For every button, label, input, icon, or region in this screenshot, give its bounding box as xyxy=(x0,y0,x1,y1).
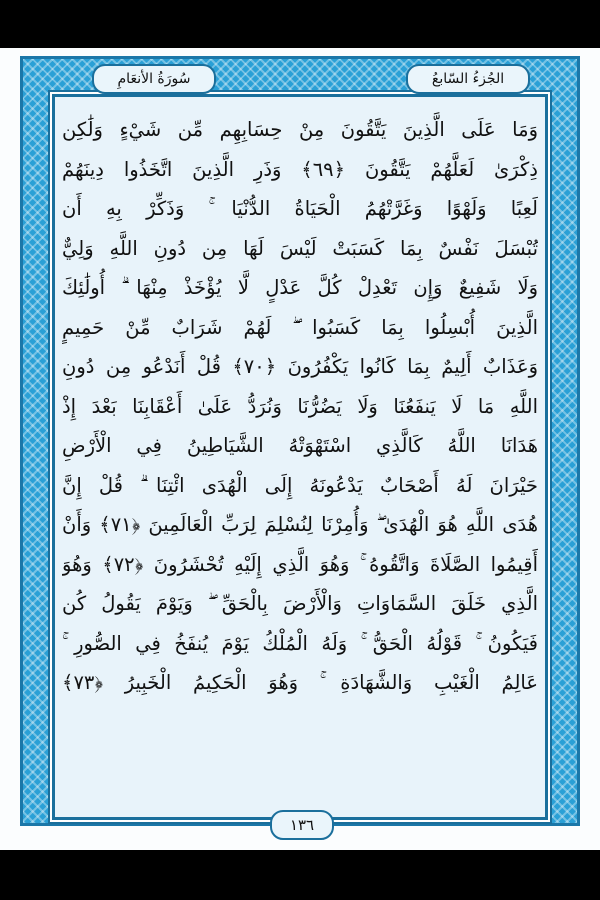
juz-title: الجُزءُ السّابعُ xyxy=(406,64,530,94)
verse-line: لَعِبًا وَلَهْوًا وَغَرَّتْهُمُ الْحَيَاةُ الدُّنْيَا ۚ وَذَكِّرْ بِهِ أَن xyxy=(62,197,538,220)
verse-line: أَقِيمُوا الصَّلَاةَ وَاتَّقُوهُ ۚ وَهُوَ الَّذِي إِلَيْهِ تُحْشَرُونَ ﴿٧٢﴾ وَهُوَ xyxy=(62,552,538,576)
verse-line: ذِكْرَىٰ لَعَلَّهُمْ يَتَّقُونَ ﴿٦٩﴾ وَذَرِ الَّذِينَ اتَّخَذُوا دِينَهُمْ xyxy=(62,157,538,181)
verse-line: عَالِمُ الْغَيْبِ وَالشَّهَادَةِ ۚ وَهُوَ الْحَكِيمُ الْخَبِيرُ ﴿٧٣﴾ xyxy=(62,671,538,694)
page-number: ١٣٦ xyxy=(270,810,334,840)
verse-line: حَيْرَانَ لَهُ أَصْحَابٌ يَدْعُونَهُ إِلَى الْهُدَى ائْتِنَا ۗ قُلْ إِنَّ xyxy=(62,473,538,497)
verse-line: تُبْسَلَ نَفْسٌ بِمَا كَسَبَتْ لَيْسَ لَهَا مِن دُونِ اللَّهِ وَلِيٌّ xyxy=(62,236,538,260)
verse-line: اللَّهِ مَا لَا يَنفَعُنَا وَلَا يَضُرُّنَا وَنُرَدُّ عَلَىٰ أَعْقَابِنَا بَعْدَ إِذْ xyxy=(62,394,538,418)
mushaf-page xyxy=(0,48,600,850)
verse-line: الَّذِي خَلَقَ السَّمَاوَاتِ وَالْأَرْضَ بِالْحَقِّ ۖ وَيَوْمَ يَقُولُ كُن xyxy=(62,592,538,615)
verse-line: وَمَا عَلَى الَّذِينَ يَتَّقُونَ مِنْ حِسَابِهِم مِّن شَيْءٍ وَلَٰكِن xyxy=(62,118,538,141)
verse-line: وَلَا شَفِيعٌ وَإِن تَعْدِلْ كُلَّ عَدْلٍ لَّا يُؤْخَذْ مِنْهَا ۗ أُولَٰئِكَ xyxy=(62,276,538,299)
verse-line: فَيَكُونُ ۚ قَوْلُهُ الْحَقُّ ۚ وَلَهُ الْمُلْكُ يَوْمَ يُنفَخُ فِي الصُّورِ ۚ xyxy=(62,631,538,655)
verse-line: الَّذِينَ أُبْسِلُوا بِمَا كَسَبُوا ۖ لَهُمْ شَرَابٌ مِّنْ حَمِيمٍ xyxy=(62,315,538,339)
verse-lines xyxy=(62,110,538,703)
verse-line: وَعَذَابٌ أَلِيمٌ بِمَا كَانُوا يَكْفُرُونَ ﴿٧٠﴾ قُلْ أَنَدْعُو مِن دُونِ xyxy=(62,355,538,378)
surah-title: سُورَةُ الأنعَامِ xyxy=(92,64,216,94)
verse-line: هُدَى اللَّهِ هُوَ الْهُدَىٰ ۖ وَأُمِرْنَا لِنُسْلِمَ لِرَبِّ الْعَالَمِينَ ﴿٧١﴾ وَأَنْ xyxy=(62,513,538,536)
verse-line: هَدَانَا اللَّهُ كَالَّذِي اسْتَهْوَتْهُ الشَّيَاطِينُ فِي الْأَرْضِ xyxy=(62,434,538,457)
